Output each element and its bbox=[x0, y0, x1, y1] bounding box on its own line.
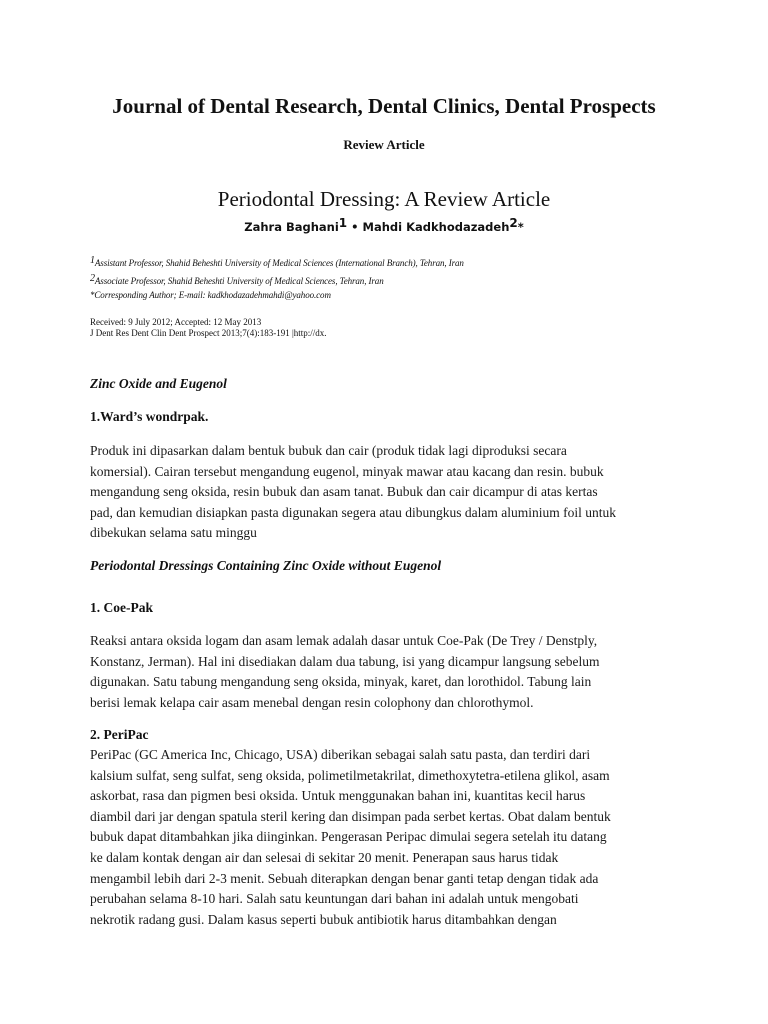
author-separator: • bbox=[347, 220, 363, 234]
affiliation-number: 1 bbox=[90, 255, 95, 266]
text-line: Konstanz, Jerman). Hal ini disediakan dalam dua tabung, isi yang dicampur langsung sebelum bbox=[90, 653, 600, 669]
text-line: ke dalam kontak dengan air dan selesai di sekitar 20 menit. Penerapan saus harus tidak bbox=[90, 849, 559, 865]
text-line: Produk ini dipasarkan dalam bentuk bubuk dan cair (produk tidak lagi diproduksi secara bbox=[90, 443, 567, 458]
section-heading: Periodontal Dressings Containing Zinc Oxide without Eugenol bbox=[90, 558, 442, 573]
article-type-label: Review Article bbox=[343, 137, 425, 152]
text-line: Reaksi antara oksida logam dan asam lemak adalah dasar untuk Coe-Pak (De Trey / Denstply, bbox=[90, 633, 598, 648]
text-line: digunakan. Satu tabung mengandung seng oksida, minyak, karet, dan lorothidol. Tabung lain bbox=[90, 674, 592, 690]
text-line: berisi lemak kelapa cair asam menebal dengan resin colophony dan chlorothymol. bbox=[90, 694, 534, 710]
text-line: perubahan selama 8-10 hari. Salah satu keuntungan dari bahan ini adalah untuk mengobati bbox=[90, 891, 579, 907]
text-line: nekrotik radang gusi. Dalam kasus seperti bubuk antibiotik harus ditambahkan dengan bbox=[90, 911, 557, 927]
corresponding-author-mark: * bbox=[517, 220, 524, 234]
text-line: bubuk dapat ditambahkan jika diinginkan. Pengerasan Peripac dimulai segera setelah itu datang bbox=[90, 829, 607, 845]
affiliation-text: Assistant Professor, Shahid Beheshti University of Medical Sciences (International Branch), Tehran, Iran bbox=[94, 258, 464, 268]
corresponding-author: *Corresponding Author; E-mail: kadkhodazadehmahdi@yahoo.com bbox=[90, 290, 331, 300]
text-line: askorbat, rasa dan pigmen besi oksida. Untuk menggunakan bahan ini, kuantitas kecil harus bbox=[90, 788, 586, 804]
received-accepted-dates: Received: 9 July 2012; Accepted: 12 May 2013 bbox=[90, 317, 262, 327]
author-affiliation-number: 1 bbox=[338, 216, 348, 230]
subsection-heading: 2. PeriPac bbox=[90, 727, 149, 742]
affiliation-number: 2 bbox=[90, 273, 95, 284]
text-line: dibekukan selama satu minggu bbox=[90, 525, 257, 541]
text-line: mengambil lebih dari 2-3 menit. Sebuah diterapkan dengan benar ganti tetap dengan tidak ada bbox=[90, 870, 599, 886]
affiliation-text: Associate Professor, Shahid Beheshti University of Medical Sciences, Tehran, Iran bbox=[94, 276, 384, 286]
publication-info bbox=[90, 317, 327, 339]
affiliation bbox=[90, 273, 384, 286]
citation-line: J Dent Res Dent Clin Dent Prospect 2013;7(4):183-191 |http://dx. bbox=[90, 328, 327, 338]
text-line: PeriPac (GC America Inc, Chicago, USA) diberikan sebagai salah satu pasta, dan terdiri dari bbox=[90, 747, 591, 762]
section-heading: Zinc Oxide and Eugenol bbox=[90, 376, 227, 391]
subsection-heading: 1.Ward’s wondrpak. bbox=[90, 409, 209, 424]
text-line: mengandung seng oksida, resin bubuk dan asam tanat. Bubuk dan cair dicampur di atas kertas bbox=[90, 484, 598, 500]
subsection-heading: 1. Coe-Pak bbox=[90, 600, 153, 615]
text-line: komersial). Cairan tersebut mengandung eugenol, minyak mawar atau kacang dan resin. bubuk bbox=[90, 463, 604, 479]
author-line bbox=[0, 216, 768, 234]
paragraph bbox=[90, 745, 690, 930]
text-line: kalsium sulfat, seng sulfat, seng oksida, polimetilmetakrilat, dimethoxytetra-etilena glikol, asam bbox=[90, 767, 610, 783]
article-title: Periodontal Dressing: A Review Article bbox=[217, 187, 551, 211]
author-affiliation-number: 2 bbox=[509, 216, 518, 230]
text-line: pad, dan kemudian disiapkan pasta digunakan segera atau dibungkus dalam aluminium foil untuk bbox=[90, 504, 616, 520]
text-line: diambil dari jar dengan spatula steril kering dan disimpan pada serbet kertas. Obat dalam bentuk bbox=[90, 808, 611, 824]
paragraph bbox=[90, 441, 690, 544]
author-name: Mahdi Kadkhodazadeh bbox=[362, 220, 510, 234]
author-name: Zahra Baghani bbox=[244, 220, 339, 234]
affiliation bbox=[90, 255, 464, 268]
paragraph bbox=[90, 631, 690, 713]
journal-title: Journal of Dental Research, Dental Clinics, Dental Prospects bbox=[112, 94, 656, 118]
